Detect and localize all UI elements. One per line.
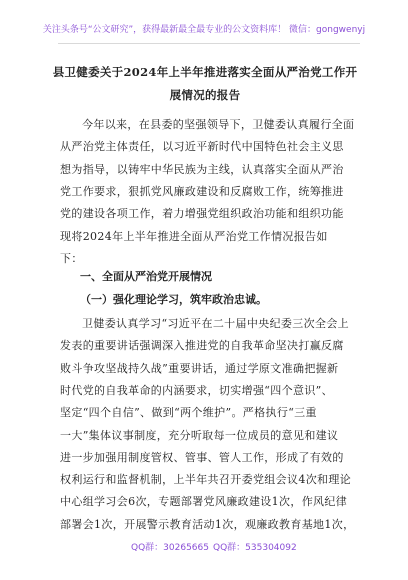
paragraph-line: 权利运行和监督机制，上半年共召开委党组会议4次和理论 xyxy=(60,473,352,487)
document-title-line-2: 展情况的报告 xyxy=(169,88,241,102)
paragraph-line: 一大”集体议事制度，充分听取每一位成员的意见和建议 xyxy=(60,428,339,442)
footer-qq-right: QQ群：535304092 xyxy=(213,543,297,553)
footer-qq-left: QQ群：30265665 xyxy=(131,543,209,553)
subsection-heading-1: （一）强化理论学习，筑牢政治忠诚。 xyxy=(80,293,267,306)
paragraph-line: 从严治党主体责任，以习近平新时代中国特色社会主义思 xyxy=(60,140,344,154)
paragraph-line: 党的建设各项工作，着力增强党组织政治功能和组织功能 xyxy=(60,207,344,221)
header-banner: 关注头条号“公文研究”，获得最新最全最专业的公文资料库！ 微信：gongwenyj xyxy=(42,25,366,35)
section-heading-1: 一、全面从严治党开展情况 xyxy=(80,270,212,283)
document-title-line-1: 县卫健委关于2024年上半年推进落实全面从严治党工作开 xyxy=(52,65,358,79)
paragraph-line: 败斗争攻坚战持久战”重要讲话，通过学原文准确把握新 xyxy=(60,361,339,375)
paragraph-line: 进一步加强用制度管权、管事、管人工作，形成了有效的 xyxy=(60,450,344,464)
paragraph-line: 发表的重要讲话强调深入推进党的自我革命坚决打赢反腐 xyxy=(60,339,344,353)
paragraph-line: 党工作要求，狠抓党风廉政建设和反腐败工作，统筹推进 xyxy=(60,184,344,198)
paragraph-line: 时代党的自我革命的内涵要求，切实增强“四个意识”、 xyxy=(60,383,333,397)
paragraph-line: 想为指导，以铸牢中华民族为主线，认真落实全面从严治 xyxy=(60,162,344,176)
header-divider xyxy=(58,43,360,44)
paragraph-line: 中心组学习会6次，专题部署党风廉政建设1次，作风纪律 xyxy=(60,495,348,509)
paragraph-line: 现将2024年上半年推进全面从严治党工作情况报告如 xyxy=(60,229,328,243)
paragraph-line: 坚定“四个自信”、做到“两个维护”。严格执行“三重 xyxy=(60,406,317,420)
paragraph-line: 卫健委认真学习“习近平在二十届中央纪委三次全会上 xyxy=(82,317,350,330)
paragraph-line: 下： xyxy=(60,251,83,265)
paragraph-line: 今年以来，在县委的坚强领导下，卫健委认真履行全面 xyxy=(82,118,355,131)
paragraph-line: 部署会1次，开展警示教育活动1次，观廉政教育基地1次， xyxy=(60,517,355,531)
